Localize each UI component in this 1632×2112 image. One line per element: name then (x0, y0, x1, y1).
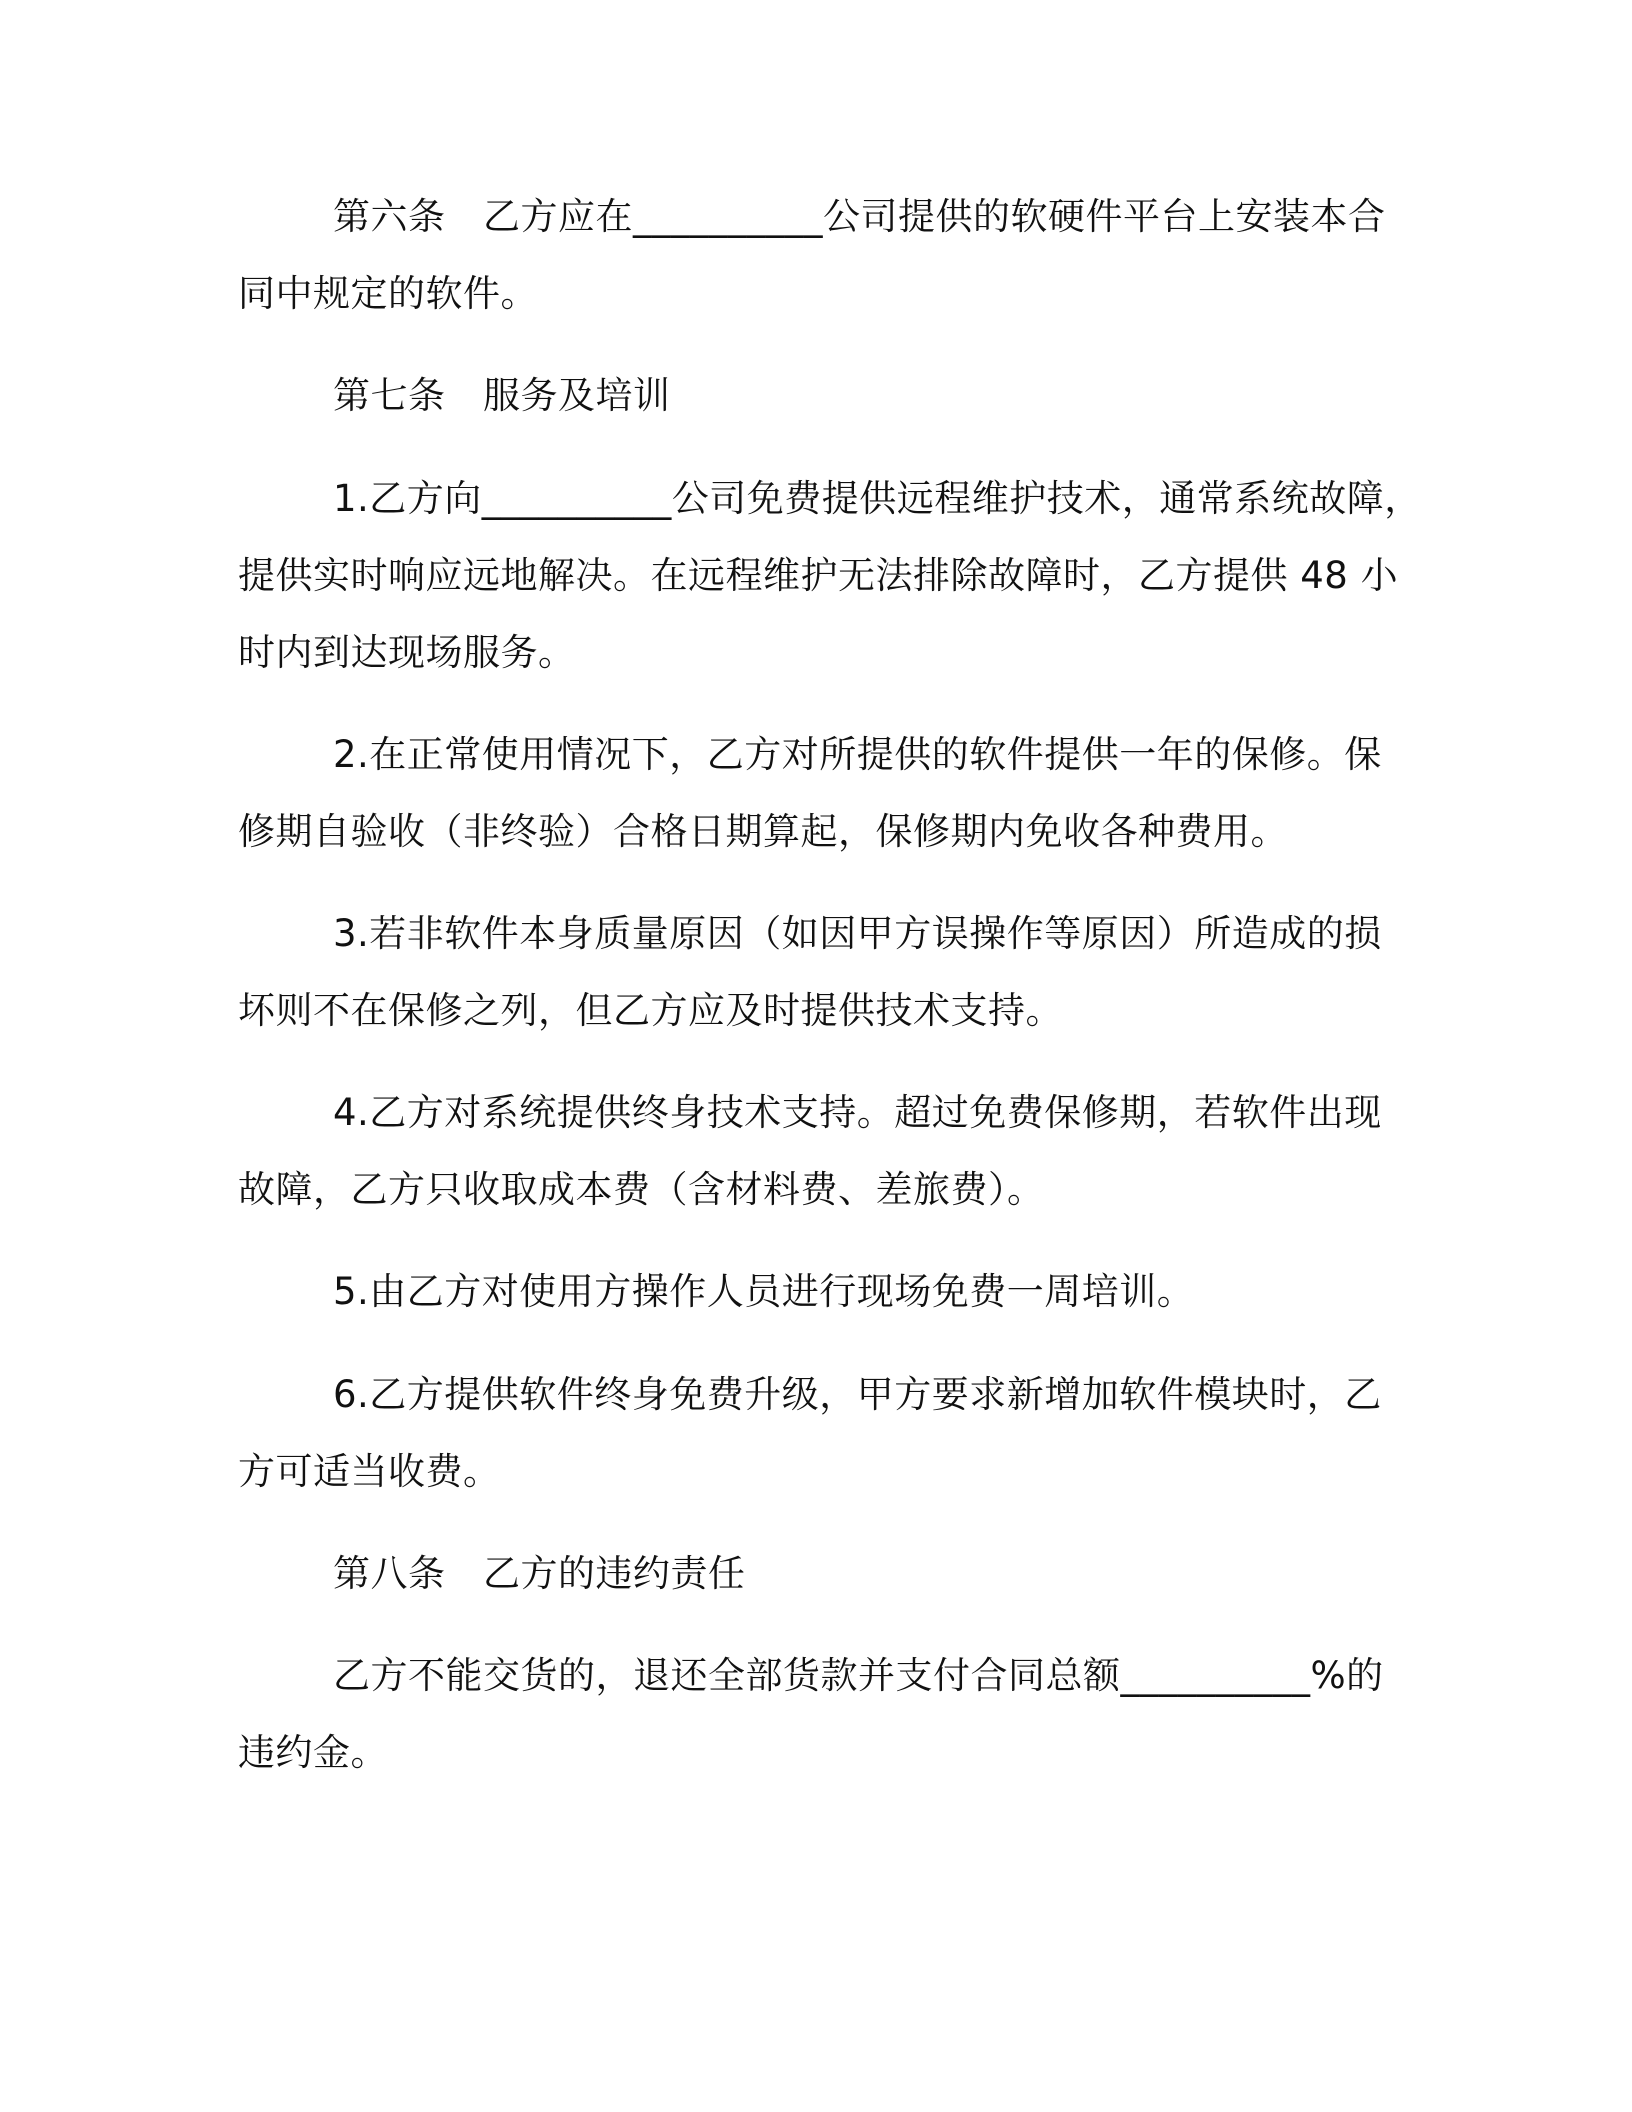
clause-2-line-2: 修期自验收（非终验）合格日期算起，保修期内免收各种费用。 (238, 810, 1288, 853)
clause-1-line-1: 1.乙方向__________公司免费提供远程维护技术，通常系统故障， (333, 477, 1422, 520)
clause-6-line-2: 方可适当收费。 (238, 1450, 501, 1493)
clause-1-line-2: 提供实时响应远地解决。在远程维护无法排除故障时，乙方提供 48 小 (238, 554, 1399, 597)
clause-3-line-1: 3.若非软件本身质量原因（如因甲方误操作等原因）所造成的损 (333, 912, 1382, 955)
clause-2-line-1: 2.在正常使用情况下，乙方对所提供的软件提供一年的保修。保 (333, 733, 1382, 776)
clause-4-line-2: 故障，乙方只收取成本费（含材料费、差旅费）。 (238, 1168, 1045, 1211)
article-8-line-2: 违约金。 (238, 1731, 388, 1774)
clause-3-line-2: 坏则不在保修之列，但乙方应及时提供技术支持。 (238, 989, 1063, 1032)
article-8-heading: 第八条 乙方的违约责任 (333, 1552, 746, 1595)
clause-1-line-3: 时内到达现场服务。 (238, 631, 576, 674)
clause-4-line-1: 4.乙方对系统提供终身技术支持。超过免费保修期，若软件出现 (333, 1091, 1382, 1134)
clause-6-line-1: 6.乙方提供软件终身免费升级，甲方要求新增加软件模块时，乙 (333, 1373, 1382, 1416)
article-7-heading: 第七条 服务及培训 (333, 374, 671, 417)
article-6-line-1: 第六条 乙方应在__________公司提供的软硬件平台上安装本合 (333, 195, 1386, 238)
article-8-line-1: 乙方不能交货的，退还全部货款并支付合同总额__________%的 (333, 1654, 1384, 1697)
article-6-line-2: 同中规定的软件。 (238, 272, 538, 315)
clause-5-line-1: 5.由乙方对使用方操作人员进行现场免费一周培训。 (333, 1270, 1195, 1313)
